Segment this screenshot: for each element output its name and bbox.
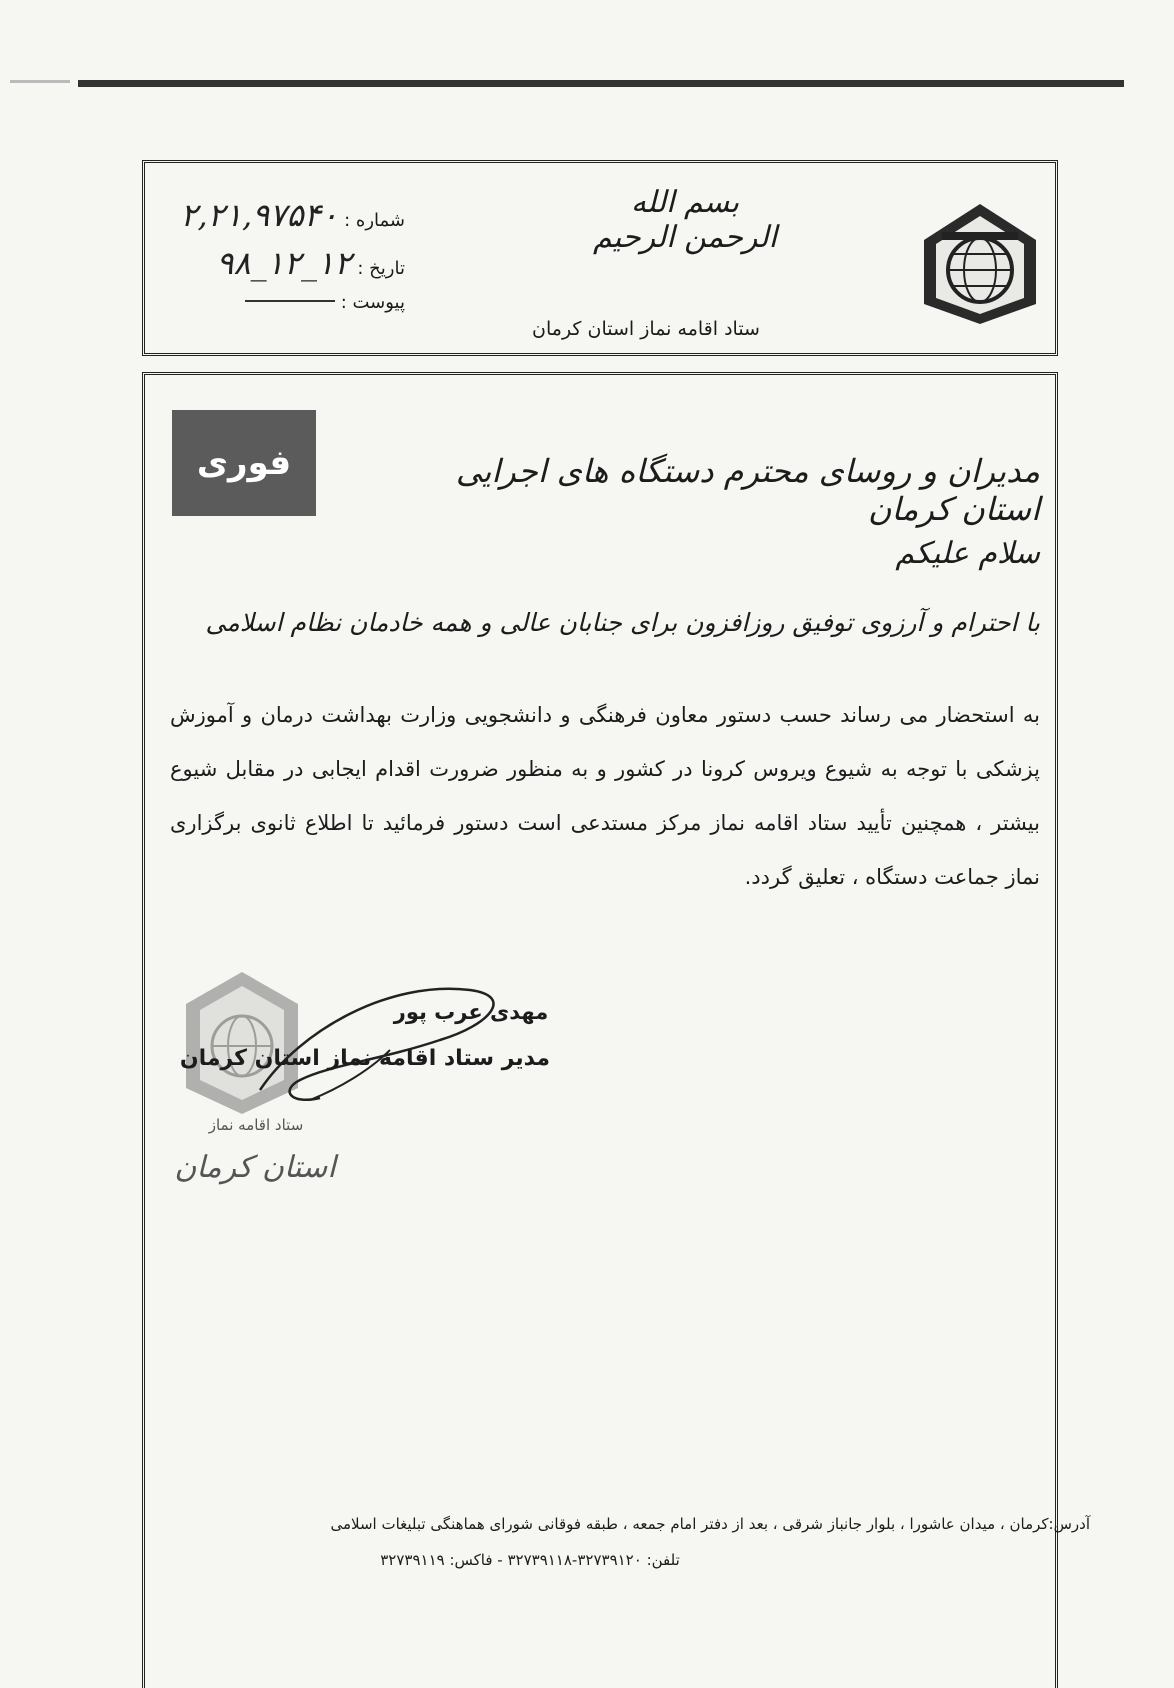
- letterhead-org-name: ستاد اقامه نماز استان کرمان: [532, 318, 760, 340]
- date-value: ۹۸_۱۲_۱۲: [216, 244, 352, 282]
- footer-phone: تلفن: ۳۲۷۳۹۱۲۰-۳۲۷۳۹۱۱۸ - فاکس: ۳۲۷۳۹۱۱۹: [380, 1551, 680, 1569]
- recipient-line: مدیران و روسای محترم دستگاه های اجرایی استان کرمان: [455, 452, 1040, 528]
- date-label: تاریخ :: [357, 258, 405, 279]
- footer-address: آدرس:کرمان ، میدان عاشورا ، بلوار جانباز شرقی ، بعد از دفتر امام جمعه ، طبقه فوقانی شورای هماهنگی تبلیغات اسلامی: [330, 1515, 1090, 1533]
- attachment-row: [145, 292, 405, 340]
- urgent-badge: فوری: [172, 410, 316, 516]
- bismillah-calligraphy: بسم الله الرحمن الرحیم: [593, 185, 777, 255]
- letter-body: به استحضار می رساند حسب دستور معاون فرهنگی و دانشجویی وزارت بهداشت درمان و آموزش پزشکی با توجه به شیوع ویروس کرونا در کشور و به منظور ضرورت اقدام ایجابی در مقابل شیوع بیشتر ، همچنین تأیید ستاد اقامه نماز مرکز مستدعی است دستور فرمائید تا اطلاع ثانوی برگزاری نماز جماعت دستگاه ، تعلیق گردد.: [170, 703, 1040, 889]
- number-row: [145, 196, 405, 244]
- letter-meta: [145, 196, 405, 340]
- organization-logo: [920, 200, 1040, 328]
- attachment-blank-line: [245, 300, 335, 302]
- attachment-label: پیوست :: [340, 292, 405, 313]
- stamp-text-bottom: استان کرمان: [174, 1150, 336, 1185]
- signer-title: مدیر ستاد اقامه نماز استان کرمان: [179, 1046, 550, 1071]
- top-rule: [78, 80, 1124, 87]
- date-row: [145, 244, 405, 292]
- scan-edge-mark: [10, 80, 70, 83]
- greeting-line: با احترام و آرزوی توفیق روزافزون برای جنابان عالی و همه خادمان نظام اسلامی: [205, 608, 1040, 637]
- handwritten-signature-icon: [240, 970, 520, 1120]
- number-label: شماره :: [344, 210, 405, 231]
- signer-name: مهدی عرب پور: [393, 1000, 549, 1024]
- salutation: سلام علیکم: [895, 536, 1040, 571]
- stamp-text-top: ستاد اقامه نماز: [208, 1116, 304, 1134]
- number-value: ۲,۲۱,۹۷۵۴۰: [180, 196, 339, 234]
